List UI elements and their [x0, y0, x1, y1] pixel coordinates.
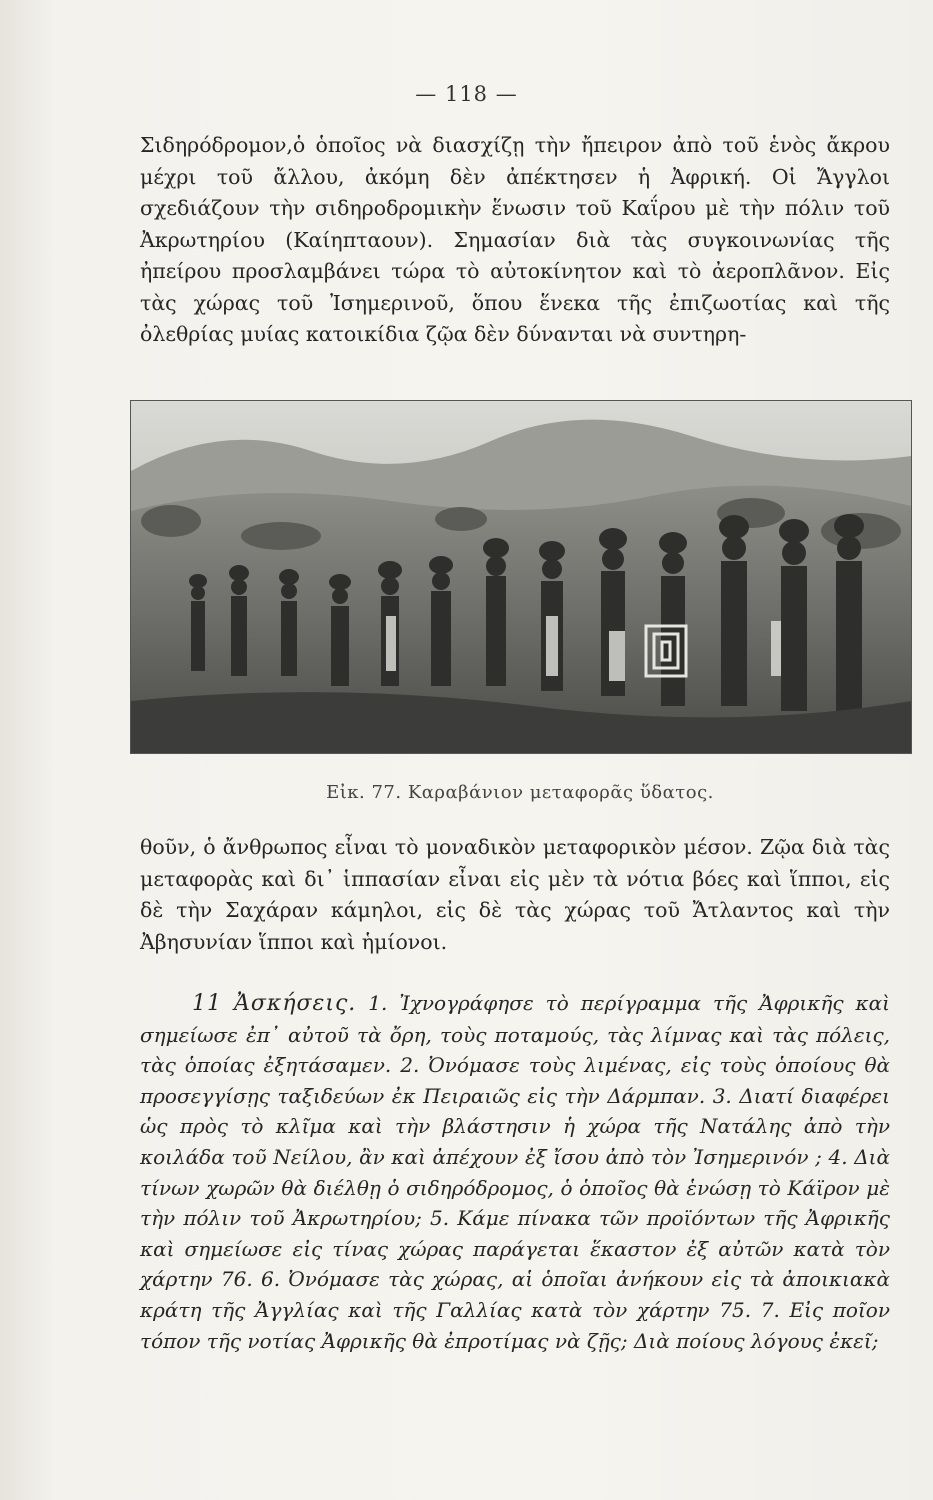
paragraph-railways: Σιδηρόδρομον,ὁ ὁποῖος νὰ διασχίζῃ τὴν ἤπειρον ἀπὸ τοῦ ἑνὸς ἄκρου μέχρι τοῦ ἄλλου, ἀκόμη δὲν ἀπέκτησεν ἡ Ἀφρική. Οἱ Ἄγγλοι σχεδιάζουν τὴν σιδηροδρομικὴν ἕνωσιν τοῦ Καΐρου μὲ τὴν πόλιν τοῦ Ἀκρωτηρίου (Καίηπταουν). Σημασίαν διὰ τὰς συγκοινωνίας τῆς ἠπείρου προσλαμβάνει τώρα τὸ αὐτοκίνητον καὶ τὸ ἀεροπλᾶνον. Εἰς τὰς χώρας τοῦ Ἰσημερινοῦ, ὅπου ἕνεκα τῆς ἐπιζωοτίας καὶ τῆς ὀλεθρίας μυίας κατοικίδια ζῷα δὲν δύνανται νὰ συντηρη- [140, 133, 890, 346]
paragraph-transport: θοῦν, ὁ ἄνθρωπος εἶναι τὸ μοναδικὸν μεταφορικὸν μέσον. Ζῷα διὰ τὰς μεταφορὰς καὶ δι᾽ ἱππασίαν εἶναι εἰς μὲν τὰ νότια βόες καὶ ἵπποι, εἰς δὲ τὴν Σαχάραν κάμηλοι, εἰς δὲ τὰς χώρας τοῦ Ἄτλαντος καὶ τὴν Ἀβησυνίαν ἵπποι καὶ ἡμίονοι. [140, 835, 890, 954]
exercises-heading: Ἀσκήσεις. [234, 991, 357, 1016]
photo-water-caravan [130, 400, 912, 754]
page-number: — 118 — [415, 82, 518, 106]
exercises-number: 11 [192, 991, 222, 1016]
exercises-text: 1. Ἰχνογράφησε τὸ περίγραμμα τῆς Ἀφρικῆς καὶ σημείωσε ἐπ᾽ αὐτοῦ τὰ ὄρη, τοὺς ποταμούς, τὰς λίμνας καὶ τὰς πόλεις, τὰς ὁποίας ἐξητάσαμεν. 2. Ὀνόμασε τοὺς λιμένας, εἰς τοὺς ὁποίους θὰ προσεγγίσῃς ταξιδεύων ἐκ Πειραιῶς εἰς τὴν Δάρμπαν. 3. Διατί διαφέρει ὡς πρὸς τὸ κλῖμα καὶ τὴν βλάστησιν ἡ χώρα τῆς Νατάλης ἀπὸ τὴν κοιλάδα τοῦ Νείλου, ἂν καὶ ἀπέχουν ἐξ ἴσου ἀπὸ τὸν Ἰσημερινόν ; 4. Διὰ τίνων χωρῶν θὰ διέλθῃ ὁ σιδηρόδρομος, ὁ ὁποῖος θὰ ἑνώσῃ τὸ Κάϊρον μὲ τὴν πόλιν τοῦ Ἀκρωτηρίου; 5. Κάμε πίνακα τῶν προϊόντων τῆς Ἀφρικῆς καὶ σημείωσε εἰς τίνας χώρας παράγεται ἕκαστον ἐξ αὐτῶν κατὰ τὸν χάρτην 76. 6. Ὀνόμασε τὰς χώρας, αἱ ὁποῖαι ἀνήκουν εἰς τὰ ἀποικιακὰ κράτη τῆς Ἀγγλίας καὶ τῆς Γαλλίας κατὰ τὸν χάρτην 75. 7. Εἰς ποῖον τόπον τῆς νοτίας Ἀφρικῆς θὰ ἐπροτίμας νὰ ζῇς; Διὰ ποίους λόγους ἐκεῖ; [140, 991, 890, 1353]
figure-caption: Εἰκ. 77. Καραβάνιον μεταφορᾶς ὕδατος. [326, 782, 714, 803]
exercises-section [140, 988, 890, 1356]
